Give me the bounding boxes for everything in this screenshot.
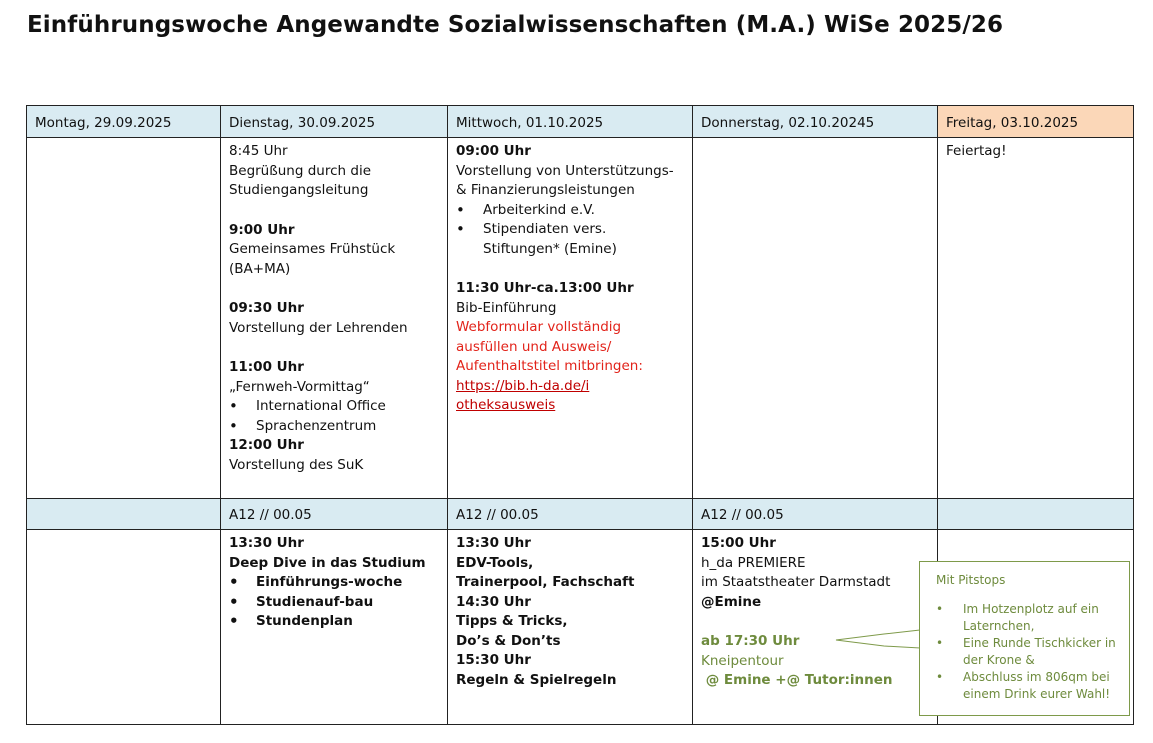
wednesday-afternoon-cell [448,530,693,725]
page-title: Einführungswoche Angewandte Sozialwissenschaften (M.A.) WiSe 2025/26 [27,12,1004,38]
session-title: Deep Dive in das Studium [229,554,426,571]
session-time: 11:00 Uhr [229,359,304,375]
event-title: h_da PREMIERE [701,554,806,571]
comment-callout [919,561,1130,716]
monday-afternoon-cell [27,530,221,725]
list-item: • Eine Runde Tischkicker in der Krone & [936,635,1119,669]
session-title: Vorstellung von Unterstützungs- & Finanzierungsleistungen [456,162,674,198]
list-item: • Im Hotzenplotz auf ein Laternchen, [936,601,1119,635]
session-time: 15:30 Uhr [456,652,531,668]
list-item: • Studienauf-bau [229,593,441,613]
session-block [229,436,441,475]
day-header-row [27,106,1134,138]
session-title: Begrüßung durch die Studiengangsleitung [229,162,371,198]
day-header-wednesday: Mittwoch, 01.10.2025 [448,106,693,138]
session-block [229,221,441,280]
session-time: 9:00 Uhr [229,221,295,238]
event-location: im Staatstheater Darmstadt [701,574,891,590]
list-item: • Stundenplan [229,612,441,632]
wednesday-morning-cell [448,138,693,499]
list-item: • Einführungs-woche [229,573,441,593]
session-time: ab 17:30 Uhr [701,633,800,649]
monday-morning-cell [27,138,221,499]
list-item: • Arbeiterkind e.V. [456,201,686,221]
session-time: 15:00 Uhr [701,535,776,551]
session-title: Vorstellung der Lehrenden [229,319,408,336]
friday-morning-cell [938,138,1134,499]
monday-room-cell [27,499,221,530]
comment-pointer [834,628,924,650]
list-item: • International Office [229,397,441,417]
session-block [229,358,441,436]
room-row [27,499,1134,530]
session-list [456,201,686,260]
session-time: 12:00 Uhr [229,437,304,453]
session-time: 8:45 Uhr [229,143,288,159]
tuesday-morning-cell [221,138,448,499]
event-title: Kneipentour [701,652,784,669]
list-item: • Stipendiaten vers. Stiftungen* (Emine) [456,220,686,259]
day-header-tuesday: Dienstag, 30.09.2025 [221,106,448,138]
list-item: • Sprachenzentrum [229,417,441,437]
session-title: „Fernweh-Vormittag“ [229,378,370,395]
session-time: 09:30 Uhr [229,300,304,316]
session-title: Regeln & Spielregeln [456,671,617,688]
library-note: Webformular vollständig ausfüllen und Ausweis/ Aufenthaltstitel mitbringen: [456,319,643,374]
session-time: 14:30 Uhr [456,593,531,610]
session-title: Gemeinsames Frühstück (BA+MA) [229,241,396,277]
friday-room-cell [938,499,1134,530]
session-time: 11:30 Uhr-ca.13:00 Uhr [456,280,634,296]
session-title: Tipps & Tricks, [456,613,568,629]
day-header-monday: Montag, 29.09.2025 [27,106,221,138]
day-header-thursday: Donnerstag, 02.10.20245 [693,106,938,138]
day-header-friday: Freitag, 03.10.2025 [938,106,1134,138]
tuesday-room-cell: A12 // 00.05 [221,499,448,530]
thursday-room-cell: A12 // 00.05 [693,499,938,530]
session-title: Vorstellung des SuK [229,456,364,473]
comment-header: Mit Pitstops [936,573,1006,587]
event-host: @ Emine +@ Tutor:innen [701,672,893,688]
wednesday-room-cell: A12 // 00.05 [448,499,693,530]
session-time: 13:30 Uhr [456,535,531,551]
morning-row [27,138,1134,499]
session-block [229,142,441,201]
holiday-label: Feiertag! [946,143,1007,159]
event-host: @Emine [701,593,762,610]
thursday-afternoon-cell [693,530,938,725]
thursday-morning-cell [693,138,938,499]
session-title: Bib-Einführung [456,299,557,316]
list-item: • Abschluss im 806qm bei einem Drink eurer Wahl! [936,669,1119,703]
library-card-link[interactable]: https://bib.h-da.de/iotheksausweis [456,377,590,413]
session-title: EDV-Tools, [456,554,534,571]
session-title: Do’s & Don’ts [456,632,561,649]
comment-list [936,601,1119,703]
session-time: 13:30 Uhr [229,535,304,551]
session-list [229,573,441,632]
session-list [229,397,441,436]
session-block [229,299,441,338]
session-time: 09:00 Uhr [456,143,531,159]
tuesday-afternoon-cell [221,530,448,725]
session-title: Trainerpool, Fachschaft [456,574,635,590]
